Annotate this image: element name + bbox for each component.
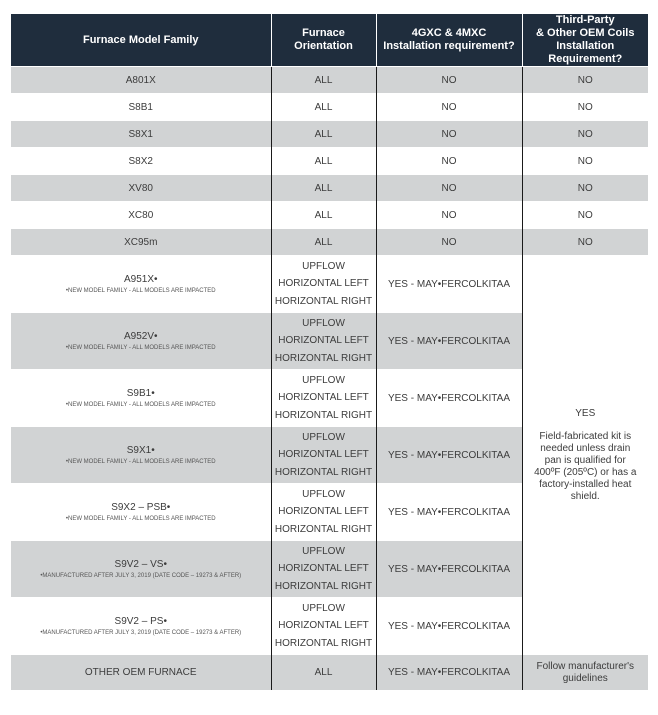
- gxc-cell: NO: [376, 67, 522, 94]
- model-name: S9B1•: [126, 388, 155, 399]
- model-note: •NEW MODEL FAMILY - ALL MODELS ARE IMPACTED: [65, 288, 216, 294]
- gxc-cell: YES - MAY•FERCOLKITAA: [376, 313, 522, 370]
- third-party-detail: Field-fabricated kit is needed unless drain pan is qualified for 400ºF (205ºC) or has a factory-installed heat shield.: [534, 430, 637, 502]
- table-row: [11, 94, 648, 121]
- third-party-cell: NO: [522, 121, 648, 148]
- third-party-cell: NO: [522, 148, 648, 175]
- header-orientation: Furnace Orientation: [271, 14, 376, 67]
- gxc-cell: YES - MAY•FERCOLKITAA: [376, 541, 522, 598]
- orientation-cell: [271, 256, 376, 313]
- model-cell: [11, 256, 271, 313]
- orientation-horizontal-left: HORIZONTAL LEFT: [278, 392, 369, 404]
- gxc-cell: YES - MAY•FERCOLKITAA: [376, 484, 522, 541]
- model-cell: [11, 370, 271, 427]
- orientation-horizontal-right: HORIZONTAL RIGHT: [274, 523, 373, 535]
- header-family: Furnace Model Family: [11, 14, 271, 67]
- model-name: S9X1•: [126, 445, 155, 456]
- gxc-cell: YES - MAY•FERCOLKITAA: [376, 427, 522, 484]
- gxc-cell: NO: [376, 202, 522, 229]
- gxc-cell: NO: [376, 94, 522, 121]
- model-note: •NEW MODEL FAMILY - ALL MODELS ARE IMPACTED: [65, 402, 216, 408]
- gxc-cell: NO: [376, 229, 522, 256]
- orientation-horizontal-right: HORIZONTAL RIGHT: [274, 409, 373, 421]
- table-row: [11, 256, 648, 313]
- model-note: •NEW MODEL FAMILY - ALL MODELS ARE IMPACTED: [65, 459, 216, 465]
- model-cell: S8X1: [11, 121, 271, 148]
- third-party-yes: YES: [575, 407, 596, 419]
- model-cell: XV80: [11, 175, 271, 202]
- orientation-cell: ALL: [271, 94, 376, 121]
- orientation-horizontal-left: HORIZONTAL LEFT: [278, 449, 369, 461]
- gxc-cell: YES - MAY•FERCOLKITAA: [376, 256, 522, 313]
- gxc-cell: YES - MAY•FERCOLKITAA: [376, 598, 522, 655]
- orientation-cell: ALL: [271, 202, 376, 229]
- orientation-cell: ALL: [271, 67, 376, 94]
- model-name: A952V•: [123, 331, 158, 342]
- orientation-upflow: UPFLOW: [302, 317, 345, 329]
- model-note: •NEW MODEL FAMILY - ALL MODELS ARE IMPACTED: [65, 516, 216, 522]
- orientation-cell: ALL: [271, 121, 376, 148]
- model-cell: [11, 484, 271, 541]
- third-party-cell: Follow manufacturer's guidelines: [522, 655, 648, 691]
- third-party-cell: NO: [522, 229, 648, 256]
- orientation-upflow: UPFLOW: [302, 260, 345, 272]
- model-cell: [11, 427, 271, 484]
- orientation-cell: ALL: [271, 229, 376, 256]
- table-row: [11, 229, 648, 256]
- orientation-cell: ALL: [271, 148, 376, 175]
- table-row: [11, 655, 648, 691]
- model-cell: XC80: [11, 202, 271, 229]
- model-note: •MANUFACTURED AFTER JULY 3, 2019 (DATE CODE – 19273 & AFTER): [40, 573, 242, 579]
- gxc-cell: NO: [376, 175, 522, 202]
- orientation-cell: [271, 427, 376, 484]
- model-name: S9V2 – VS•: [114, 559, 167, 570]
- model-cell: S8B1: [11, 94, 271, 121]
- orientation-cell: [271, 598, 376, 655]
- orientation-cell: [271, 370, 376, 427]
- orientation-upflow: UPFLOW: [302, 374, 345, 386]
- model-cell: OTHER OEM FURNACE: [11, 655, 271, 691]
- orientation-horizontal-left: HORIZONTAL LEFT: [278, 335, 369, 347]
- orientation-cell: [271, 313, 376, 370]
- third-party-cell: NO: [522, 175, 648, 202]
- model-cell: XC95m: [11, 229, 271, 256]
- orientation-cell: ALL: [271, 175, 376, 202]
- orientation-upflow: UPFLOW: [302, 602, 345, 614]
- orientation-horizontal-right: HORIZONTAL RIGHT: [274, 637, 373, 649]
- model-name: S9V2 – PS•: [114, 616, 167, 627]
- table-row: [11, 202, 648, 229]
- gxc-cell: YES - MAY•FERCOLKITAA: [376, 655, 522, 691]
- third-party-cell: NO: [522, 67, 648, 94]
- orientation-horizontal-left: HORIZONTAL LEFT: [278, 278, 369, 290]
- model-note: •MANUFACTURED AFTER JULY 3, 2019 (DATE CODE – 19273 & AFTER): [40, 630, 242, 636]
- model-note: •NEW MODEL FAMILY - ALL MODELS ARE IMPACTED: [65, 345, 216, 351]
- header-4gxc: 4GXC & 4MXC Installation requirement?: [376, 14, 522, 67]
- orientation-upflow: UPFLOW: [302, 488, 345, 500]
- gxc-cell: NO: [376, 121, 522, 148]
- orientation-horizontal-right: HORIZONTAL RIGHT: [274, 352, 373, 364]
- table-row: [11, 148, 648, 175]
- orientation-horizontal-left: HORIZONTAL LEFT: [278, 620, 369, 632]
- orientation-horizontal-right: HORIZONTAL RIGHT: [274, 295, 373, 307]
- orientation-horizontal-left: HORIZONTAL LEFT: [278, 506, 369, 518]
- header-row: [11, 14, 648, 67]
- orientation-cell: [271, 541, 376, 598]
- model-name: S9X2 – PSB•: [111, 502, 171, 513]
- table-row: [11, 67, 648, 94]
- header-third-party: Third-Party & Other OEM Coils Installation Requirement?: [522, 14, 648, 67]
- orientation-horizontal-left: HORIZONTAL LEFT: [278, 563, 369, 575]
- orientation-horizontal-right: HORIZONTAL RIGHT: [274, 466, 373, 478]
- orientation-cell: ALL: [271, 655, 376, 691]
- model-name: A951X•: [123, 274, 158, 285]
- gxc-cell: YES - MAY•FERCOLKITAA: [376, 370, 522, 427]
- third-party-cell: NO: [522, 94, 648, 121]
- model-cell: S8X2: [11, 148, 271, 175]
- table-row: [11, 175, 648, 202]
- model-cell: A801X: [11, 67, 271, 94]
- furnace-requirements-table: [11, 14, 648, 690]
- orientation-upflow: UPFLOW: [302, 545, 345, 557]
- model-cell: [11, 313, 271, 370]
- model-cell: [11, 541, 271, 598]
- third-party-cell: NO: [522, 202, 648, 229]
- gxc-cell: NO: [376, 148, 522, 175]
- model-cell: [11, 598, 271, 655]
- orientation-horizontal-right: HORIZONTAL RIGHT: [274, 580, 373, 592]
- third-party-merged-cell: [522, 256, 648, 655]
- orientation-cell: [271, 484, 376, 541]
- orientation-upflow: UPFLOW: [302, 431, 345, 443]
- table-row: [11, 121, 648, 148]
